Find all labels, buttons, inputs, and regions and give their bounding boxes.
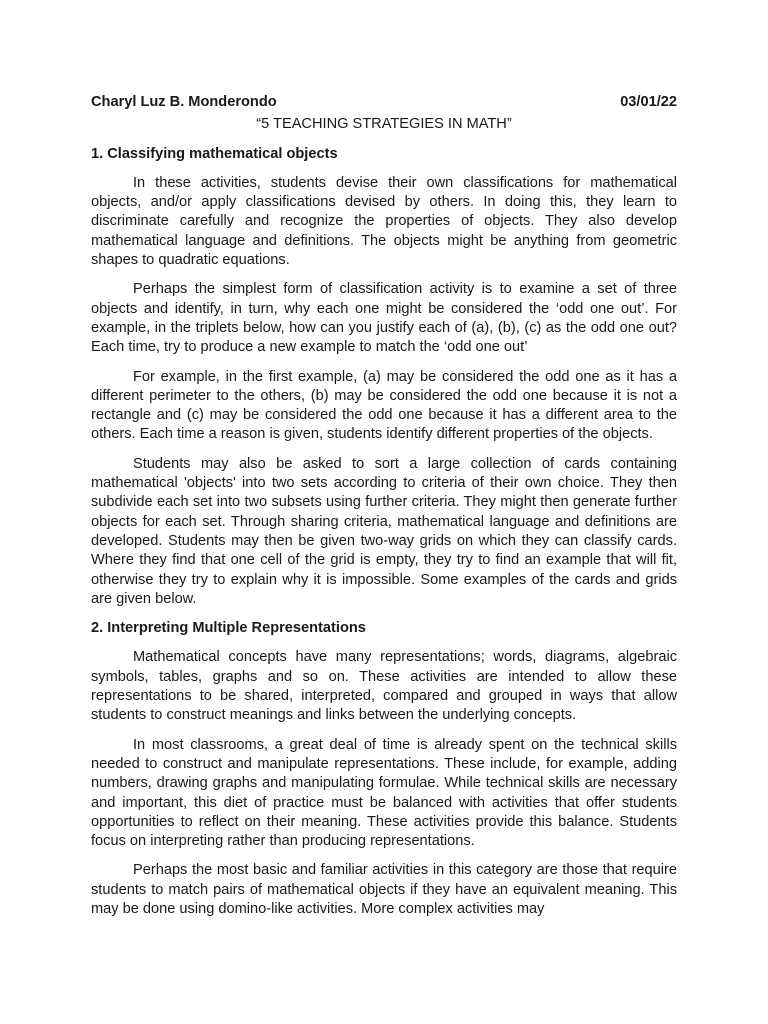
paragraph: Perhaps the simplest form of classification activity is to examine a set of three objects and identify, in turn, why each one might be considered the ‘odd one out’. For example, in the triplets below, how can you justify each of (a), (b), (c) as the odd one out? Each time, try to produce a new example to match the ‘odd one out’ [91, 281, 677, 356]
paragraph: Mathematical concepts have many representations; words, diagrams, algebraic symbols, tables, graphs and so on. These activities are intended to allow these representations to be shared, interpreted, compared and grouped in ways that allow students to construct meanings and links between the underlying concepts. [91, 649, 677, 724]
section-interpreting [91, 619, 677, 919]
section-heading: 2. Interpreting Multiple Representations [91, 620, 366, 637]
paragraph: In these activities, students devise their own classifications for mathematical objects, and/or apply classifications devised by others. In doing this, they learn to discriminate carefully and recognize the properties of objects. They also develop mathematical language and definitions. The objects might be anything from geometric shapes to quadratic equations. [91, 174, 677, 269]
author-name: Charyl Luz B. Monderondo [91, 94, 277, 110]
document-content [91, 93, 677, 929]
paragraph: Students may also be asked to sort a large collection of cards containing mathematical 'objects' into two sets according to criteria of their own choice. They then subdivide each set into two subsets using further criteria. They might then generate further objects for each set. Through sharing criteria, mathematical language and definitions are developed. Students may then be given two-way grids on which they can classify cards. Where they find that one cell of the grid is empty, they try to find an example that will fit, otherwise they try to explain why it is impossible. Some examples of the cards and grids are given below. [91, 455, 677, 607]
document-title: “5 TEACHING STRATEGIES IN MATH” [256, 116, 512, 133]
paragraph: In most classrooms, a great deal of time is already spent on the technical skills needed to construct and manipulate representations. These include, for example, adding numbers, drawing graphs and manipulating formulae. While technical skills are necessary and important, this diet of practice must be balanced with activities that offer students opportunities to reflect on their meaning. These activities provide this balance. Students focus on interpreting rather than producing representations. [91, 736, 677, 850]
document-date: 03/01/22 [620, 94, 677, 110]
document-header [91, 93, 677, 112]
paragraph: For example, in the first example, (a) may be considered the odd one as it has a different perimeter to the others, (b) may be considered the odd one because it is not a rectangle and (c) may be considered the odd one because it has a different area to the others. Each time a reason is given, students identify different properties of the objects. [91, 368, 677, 443]
section-heading: 1. Classifying mathematical objects [91, 145, 338, 162]
paragraph: Perhaps the most basic and familiar activities in this category are those that require students to match pairs of mathematical objects if they have an equivalent meaning. This may be done using domino-like activities. More complex activities may [91, 862, 677, 917]
section-classifying [91, 145, 677, 610]
